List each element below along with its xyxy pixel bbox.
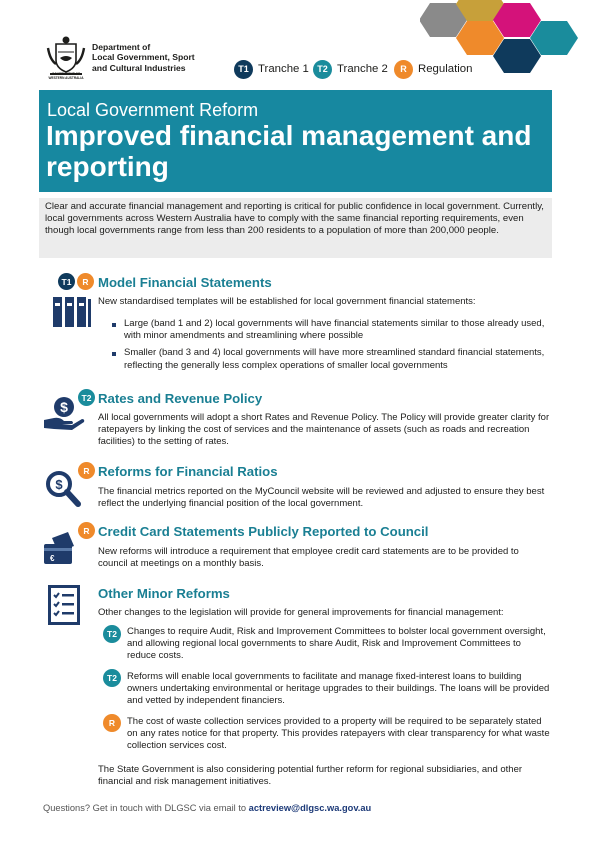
hexagon-teal xyxy=(530,21,578,55)
legend-label: Tranche 2 xyxy=(337,63,388,75)
section-title: Rates and Revenue Policy xyxy=(98,391,263,406)
list-item: Large (band 1 and 2) local governments will have financial statements similar to those already used, with minor amendments and streamlining where possible xyxy=(110,318,550,342)
crest-caption xyxy=(42,73,90,80)
binders-icon xyxy=(52,296,92,328)
title-banner xyxy=(39,90,552,192)
department-name-line: Local Government, Sport xyxy=(92,52,195,63)
list-item: The cost of waste collection services provided to a property will be required to be separately stated on any rates notice for that property. This provides ratepayers with clear transparency for what waste collection services cost. xyxy=(127,716,550,752)
section-text: New standardised templates will be established for local government financial statements: xyxy=(98,296,476,307)
legend-label: Regulation xyxy=(418,63,473,75)
section-text: New reforms will introduce a requirement that employee credit card statements are to be provided to council at meetings on a monthly basis. xyxy=(98,546,519,570)
t1-badge: T1 xyxy=(234,60,253,79)
r-badge: R xyxy=(78,522,95,539)
hexagon-navy xyxy=(493,39,541,73)
svg-text:$: $ xyxy=(60,399,68,415)
list-item: Changes to require Audit, Risk and Improvement Committees to bolster local government oversight, and allowing regional local governments to share Audit, Risk and Improvement Committees to reduce costs. xyxy=(127,626,546,662)
r-badge: R xyxy=(78,462,95,479)
t2-badge: T2 xyxy=(313,60,332,79)
svg-text:$: $ xyxy=(55,477,63,492)
intro-box xyxy=(39,198,552,258)
list-item: Smaller (band 3 and 4) local governments will have more streamlined standard financial statements, reflecting the generally less complex operations of smaller local governments xyxy=(110,347,550,371)
bullet-list xyxy=(110,318,550,377)
intro-text: Clear and accurate financial management and reporting is critical for public confidence in local government. Currently, local governments across Western Australia have to comply with the same financial reporting requirements, even though local governments range from less than 200 residents to a population of more than 200,000 people. xyxy=(45,201,544,237)
svg-text:€: € xyxy=(50,554,55,563)
t2-badge: T2 xyxy=(103,625,121,643)
closing-text: The State Government is also considering potential further reform for regional subsidiaries, and other financial and risk management initiatives. xyxy=(98,764,523,788)
checklist-icon xyxy=(48,585,80,625)
legend-regulation xyxy=(394,59,472,79)
magnifier-dollar-icon xyxy=(44,470,84,508)
t2-badge: T2 xyxy=(103,669,121,687)
section-text: Other changes to the legislation will provide for general improvements for financial management: xyxy=(98,607,504,618)
list-item: Reforms will enable local governments to facilitate and manage fixed-interest loans to building owners undertaking environmental or heritage upgrades to their buildings. The loans will be provided and vetted by independent financiers. xyxy=(127,671,550,707)
legend-tranche-1 xyxy=(234,59,309,79)
section-title: Reforms for Financial Ratios xyxy=(98,464,278,479)
crest-caption-line: GOVERNMENT OF xyxy=(51,72,81,76)
section-text: All local governments will adopt a short Rates and Revenue Policy. The Policy will provide greater clarity for ratepayers by linking the cost of services and the maintenance of assets (such as roads and recreation facilities) to the setting of rates. xyxy=(98,412,550,448)
credit-card-icon xyxy=(42,532,78,566)
banner-subtitle: Local Government Reform xyxy=(47,100,259,120)
page-title: Improved financial management and reporting xyxy=(46,120,532,182)
section-text: The financial metrics reported on the MyCouncil website will be reviewed and adjusted to ensure they best reflect the underlying financial position of the local government. xyxy=(98,486,545,510)
r-badge: R xyxy=(103,714,121,732)
section-title: Credit Card Statements Publicly Reported to Council xyxy=(98,524,429,539)
r-badge: R xyxy=(394,60,413,79)
section-title: Model Financial Statements xyxy=(98,275,272,290)
legend-label: Tranche 1 xyxy=(258,63,309,75)
footer-text: Questions? Get in touch with DLGSC via email to xyxy=(43,803,249,813)
department-name xyxy=(92,42,232,73)
department-name-line: Department of xyxy=(92,42,151,52)
money-hand-icon xyxy=(42,396,86,432)
email-link[interactable]: actreview@dlgsc.wa.gov.au xyxy=(248,803,372,813)
section-title: Other Minor Reforms xyxy=(98,586,230,601)
department-name-line: and Cultural Industries xyxy=(92,62,186,73)
t1-badge: T1 xyxy=(58,273,75,290)
legend-tranche-2 xyxy=(313,59,388,79)
r-badge: R xyxy=(77,273,94,290)
footer xyxy=(43,803,371,813)
crest-caption-line: WESTERN AUSTRALIA xyxy=(48,75,84,80)
hexagon-orange xyxy=(456,21,504,55)
t2-badge: T2 xyxy=(78,389,95,406)
